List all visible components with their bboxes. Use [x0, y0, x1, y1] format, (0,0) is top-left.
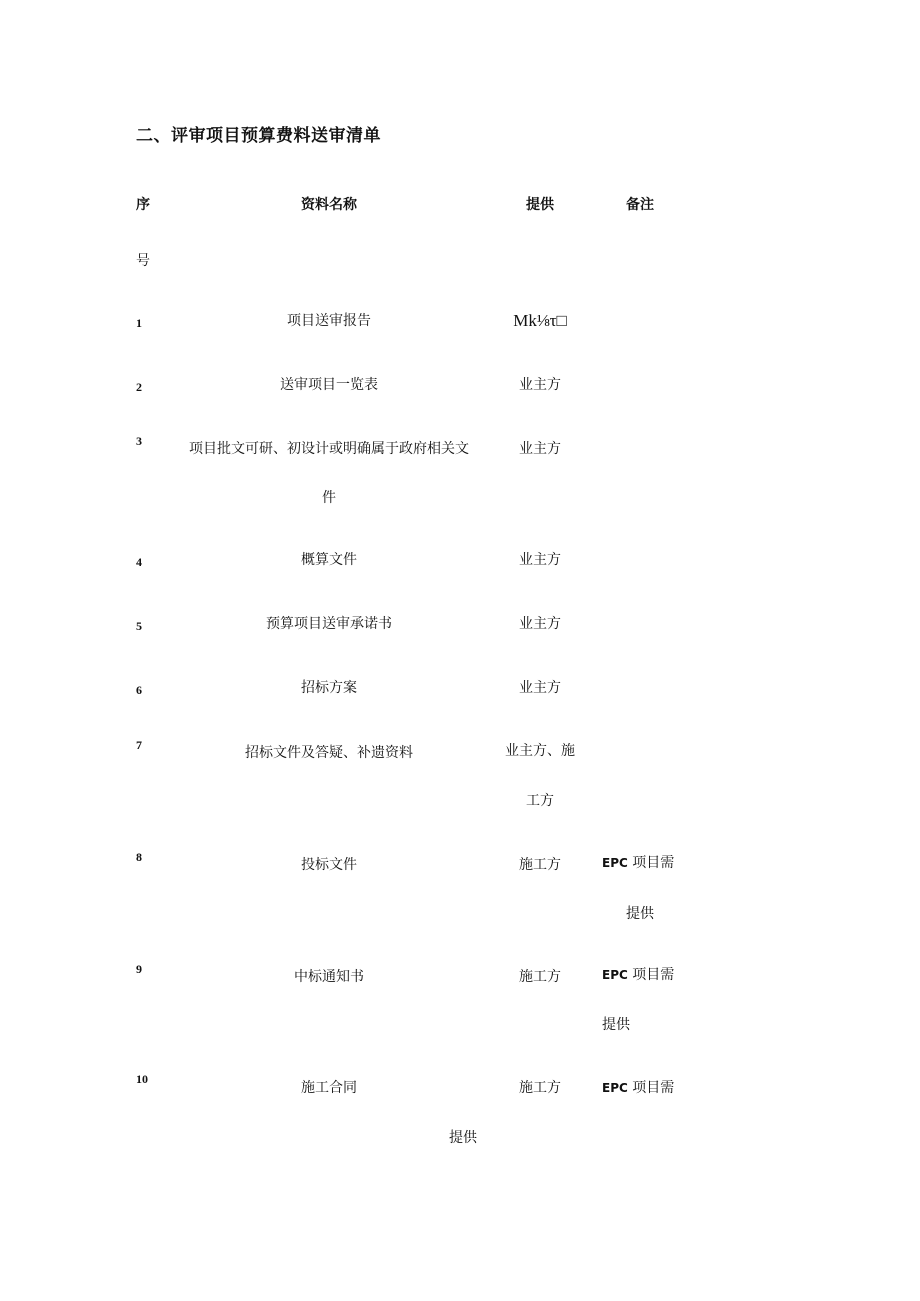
- row-provider: 业主方: [519, 441, 561, 457]
- row-document-name: 招标方案: [301, 680, 357, 696]
- row-document-name-cont: 件: [322, 490, 336, 506]
- row-number: 3: [136, 434, 142, 448]
- header-seq-cont: 号: [136, 253, 150, 269]
- row-document-name: 预算项目送审承诺书: [266, 616, 392, 632]
- row-provider: 业主方: [519, 616, 561, 632]
- row-remark: EPC 项目需: [602, 855, 675, 871]
- row-provider: 施工方: [519, 1080, 561, 1096]
- row-provider: 业主方、施: [505, 743, 575, 759]
- row-remark-cont: 提供: [602, 1017, 630, 1033]
- row-document-name: 施工合同: [301, 1080, 357, 1096]
- row-document-name: 概算文件: [301, 552, 357, 568]
- row-number: 1: [136, 316, 142, 330]
- header-name: 资料名称: [301, 197, 357, 213]
- row-remark-cont: 提供: [449, 1130, 477, 1146]
- row-provider: 业主方: [519, 680, 561, 696]
- row-provider-cont: 工方: [526, 793, 554, 809]
- row-number: 8: [136, 850, 142, 864]
- row-document-name: 投标文件: [301, 857, 357, 873]
- row-remark-cont: 提供: [626, 906, 654, 922]
- row-number: 10: [136, 1072, 148, 1086]
- row-document-name: 送审项目一览表: [280, 377, 378, 393]
- row-number: 7: [136, 738, 142, 752]
- row-provider: 施工方: [519, 857, 561, 873]
- row-provider: 施工方: [519, 969, 561, 985]
- row-remark: EPC 项目需: [602, 967, 675, 983]
- row-remark: EPC 项目需: [602, 1080, 675, 1096]
- row-provider: Mk⅛τ□: [513, 311, 567, 330]
- page-title: 二、评审项目预算费料送审清单: [136, 126, 381, 146]
- row-document-name: 中标通知书: [294, 969, 364, 985]
- row-number: 2: [136, 380, 142, 394]
- row-number: 4: [136, 555, 142, 569]
- row-number: 6: [136, 683, 142, 697]
- row-provider: 业主方: [519, 377, 561, 393]
- header-provider: 提供: [526, 197, 554, 213]
- row-document-name: 项目批文可研、初设计或明确属于政府相关文: [189, 441, 469, 457]
- row-document-name: 招标文件及答疑、补遗资料: [245, 745, 413, 761]
- row-number: 5: [136, 619, 142, 633]
- row-number: 9: [136, 962, 142, 976]
- row-provider: 业主方: [519, 552, 561, 568]
- header-remark: 备注: [626, 197, 654, 213]
- row-document-name: 项目送审报告: [287, 313, 371, 329]
- header-seq: 序: [136, 197, 150, 213]
